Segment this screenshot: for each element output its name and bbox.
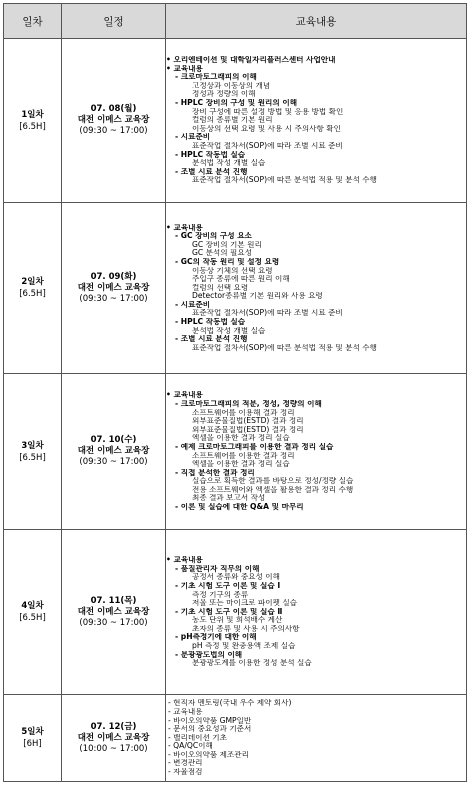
day-hours: [6.5H] xyxy=(19,452,46,463)
content-cell xyxy=(166,39,467,203)
content-item: - GC의 작동 원리 및 설정 요령 xyxy=(166,258,466,267)
schedule-date: 07. 12(금) xyxy=(90,721,137,732)
content-detail: 공정서 종류와 중요성 이해 xyxy=(192,573,280,582)
header-day: 일차 xyxy=(4,4,62,39)
schedule-place: 대전 이메스 교육장 xyxy=(77,606,150,617)
content-item: - 자율점검 xyxy=(166,768,466,777)
content-detail: 엑셀을 이용한 결과 정리 실습 xyxy=(192,434,290,443)
content-detail: 엑셀을 이용한 결과 정리 실습 xyxy=(192,460,290,469)
content-item: - HPLC 작동법 실습 xyxy=(166,151,466,160)
schedule-place: 대전 이메스 교육장 xyxy=(77,115,150,125)
content-item: - 분광광도법의 이해 xyxy=(166,651,466,660)
schedule-time: (09:30 ~ 17:00) xyxy=(79,617,148,628)
schedule-cell xyxy=(62,695,166,782)
content-item: - 교육내용 xyxy=(166,708,466,717)
day-hours: [6.5H] xyxy=(19,289,46,299)
schedule-cell xyxy=(62,374,166,530)
content-item: - 현직자 멘토링(국내 우수 제약 회사) xyxy=(166,699,466,708)
schedule-place: 대전 이메스 교육장 xyxy=(77,732,150,743)
schedule-cell xyxy=(62,39,166,203)
content-detail: 분석법 작성 개별 실습 xyxy=(192,159,266,168)
content-detail: Detector종류별 기본 원리와 사용 요령 xyxy=(192,292,323,301)
content-detail: 농도 단위 및 희석배수 계산 xyxy=(192,616,283,625)
content-detail: 초자의 종류 및 사용 시 주의사항 xyxy=(192,624,300,633)
content-item: • 교육내용 xyxy=(166,224,466,233)
content-detail: 소프트웨어를 이용한 결과 정리 xyxy=(192,451,295,460)
content-item: - 크로마토그래피의 이해 xyxy=(166,73,466,82)
content-detail: 컬럼의 선택 요령 xyxy=(192,283,249,292)
content-detail: 표준작업 절차서(SOP)에 따라 조별 시료 준비 xyxy=(192,141,343,150)
content-detail: 분석법 작성 개별 실습 xyxy=(192,326,266,335)
content-item: - HPLC 작동법 실습 xyxy=(166,318,466,327)
content-detail: 저울 또는 마이크로 파이펫 실습 xyxy=(192,599,298,608)
content-item: - 크로마토그래피의 적분, 정성, 정량의 이해 xyxy=(166,400,466,409)
content-detail: 외부표준물질법(ESTD) 결과 정리 xyxy=(192,417,304,426)
schedule-time: (09:30 ~ 17:00) xyxy=(79,457,148,467)
schedule-cell xyxy=(62,530,166,695)
schedule-time: (09:30 ~ 17:00) xyxy=(79,293,148,304)
content-item: - 이론 및 실습에 대한 Q&A 및 마무리 xyxy=(166,503,466,512)
content-detail: 컬럼의 종류별 기본 원리 xyxy=(192,116,273,125)
schedule-date: 07. 09(화) xyxy=(90,271,137,282)
schedule-place: 대전 이메스 교육장 xyxy=(77,282,150,293)
content-item: - 기초 시험 도구 이론 및 실습 Ⅱ xyxy=(166,608,466,617)
day-hours: [6.5H] xyxy=(19,613,46,623)
content-list xyxy=(166,56,466,185)
table-row xyxy=(4,374,467,530)
content-detail: 외부표준물질법(ESTD) 결과 정리 xyxy=(192,425,304,434)
content-item: - QA/QC이해 xyxy=(166,742,466,751)
schedule-place: 대전 이메스 교육장 xyxy=(77,446,150,456)
schedule-table xyxy=(3,3,467,782)
content-item: - 기초 시험 도구 이론 및 실습 Ⅰ xyxy=(166,582,466,591)
day-cell xyxy=(4,374,62,530)
content-cell xyxy=(166,695,467,782)
content-cell xyxy=(166,530,467,695)
day-label: 2일차 xyxy=(21,277,44,287)
content-detail: 측정 기구의 종류 xyxy=(192,590,249,599)
content-detail: 소프트웨어를 이용해 결과 정리 xyxy=(192,408,295,417)
content-item: - GC 장비의 구성 요소 xyxy=(166,232,466,241)
day-hours: [6.5H] xyxy=(19,121,46,132)
schedule-date: 07. 08(월) xyxy=(90,104,137,114)
schedule-time: (10:00 ~ 17:00) xyxy=(79,743,148,754)
content-item: - 조별 시료 분석 진행 xyxy=(166,168,466,177)
content-item: - pH측정기에 대한 이해 xyxy=(166,633,466,642)
content-item: - 시료준비 xyxy=(166,301,466,310)
content-item: - 조별 시료 분석 진행 xyxy=(166,335,466,344)
table-row xyxy=(4,39,467,203)
content-item: • 오리엔테이션 및 대학일자리플러스센터 사업안내 xyxy=(166,56,466,65)
table-row xyxy=(4,695,467,782)
header-row xyxy=(4,4,467,39)
day-label: 4일차 xyxy=(21,601,44,611)
content-item: - 문서의 중요성과 기준서 xyxy=(166,725,466,734)
content-cell xyxy=(166,374,467,530)
content-list xyxy=(166,556,466,668)
content-item: - 변경관리 xyxy=(166,759,466,768)
content-detail: 주입구 종류에 따른 원리 이해 xyxy=(192,275,290,284)
content-item: - 시료준비 xyxy=(166,133,466,142)
header-schedule: 일정 xyxy=(62,4,166,39)
content-item: - 밸리데이션 기초 xyxy=(166,734,466,743)
content-list xyxy=(166,391,466,511)
content-item: - 바이오의약품 GMP일반 xyxy=(166,717,466,726)
schedule-date: 07. 11(목) xyxy=(90,595,137,606)
content-detail: 전용 소프트웨어와 엑셀을 활용한 결과 정리 수행 xyxy=(192,485,354,494)
day-label: 1일차 xyxy=(21,109,44,120)
day-label: 3일차 xyxy=(21,440,44,451)
content-detail: 표준작업 절차서(SOP)에 따른 분석법 적용 및 분석 수행 xyxy=(192,343,377,352)
content-item: • 교육내용 xyxy=(166,391,466,400)
day-cell xyxy=(4,530,62,695)
content-detail: 최종 결과 보고서 작성 xyxy=(192,494,266,503)
schedule-time: (09:30 ~ 17:00) xyxy=(79,126,148,136)
content-detail: 표준작업 절차서(SOP)에 따라 조별 시료 준비 xyxy=(192,309,343,318)
content-item: - HPLC 장비의 구성 및 원리의 이해 xyxy=(166,99,466,108)
content-detail: 실습으로 획득한 결과를 바탕으로 정성/정량 실습 xyxy=(192,477,354,486)
day-cell xyxy=(4,203,62,374)
content-detail: 정성과 정량의 이해 xyxy=(192,90,256,99)
schedule-date: 07. 10(수) xyxy=(90,435,137,445)
day-hours: [6H] xyxy=(23,739,42,749)
day-label: 5일차 xyxy=(21,727,44,737)
header-content: 교육내용 xyxy=(166,4,467,39)
content-cell xyxy=(166,203,467,374)
day-cell xyxy=(4,39,62,203)
content-detail: 분광광도계를 이용한 정성 분석 실습 xyxy=(192,659,312,668)
content-list xyxy=(166,224,466,353)
content-list xyxy=(166,699,466,776)
content-detail: 이동상의 선택 요령 및 사용 시 주의사항 확인 xyxy=(192,124,341,133)
content-detail: GC 분석의 필요성 xyxy=(192,249,253,258)
schedule-cell xyxy=(62,203,166,374)
table-row xyxy=(4,203,467,374)
content-detail: pH 측정 및 완충용액 조제 실습 xyxy=(192,642,296,651)
day-cell xyxy=(4,695,62,782)
content-detail: 이동상 기체의 선택 요령 xyxy=(192,266,273,275)
content-item: - 품질관리자 직무의 이해 xyxy=(166,565,466,574)
table-row xyxy=(4,530,467,695)
content-detail: 고정상과 이동상의 개념 xyxy=(192,81,271,90)
content-detail: 표준작업 절차서(SOP)에 따른 분석법 적용 및 분석 수행 xyxy=(192,176,377,185)
content-item: - 예제 크로마토그래피를 이용한 결과 정리 실습 xyxy=(166,443,466,452)
content-item: • 교육내용 xyxy=(166,556,466,565)
content-detail: GC 장비의 기본 원리 xyxy=(192,240,262,249)
content-detail: 장비 구성에 따른 설정 방법 및 응용 방법 확인 xyxy=(192,107,344,116)
content-item: • 교육내용 xyxy=(166,65,466,74)
content-item: - 직접 분석한 결과 정리 xyxy=(166,469,466,478)
content-item: - 바이오의약품 제조관리 xyxy=(166,751,466,760)
